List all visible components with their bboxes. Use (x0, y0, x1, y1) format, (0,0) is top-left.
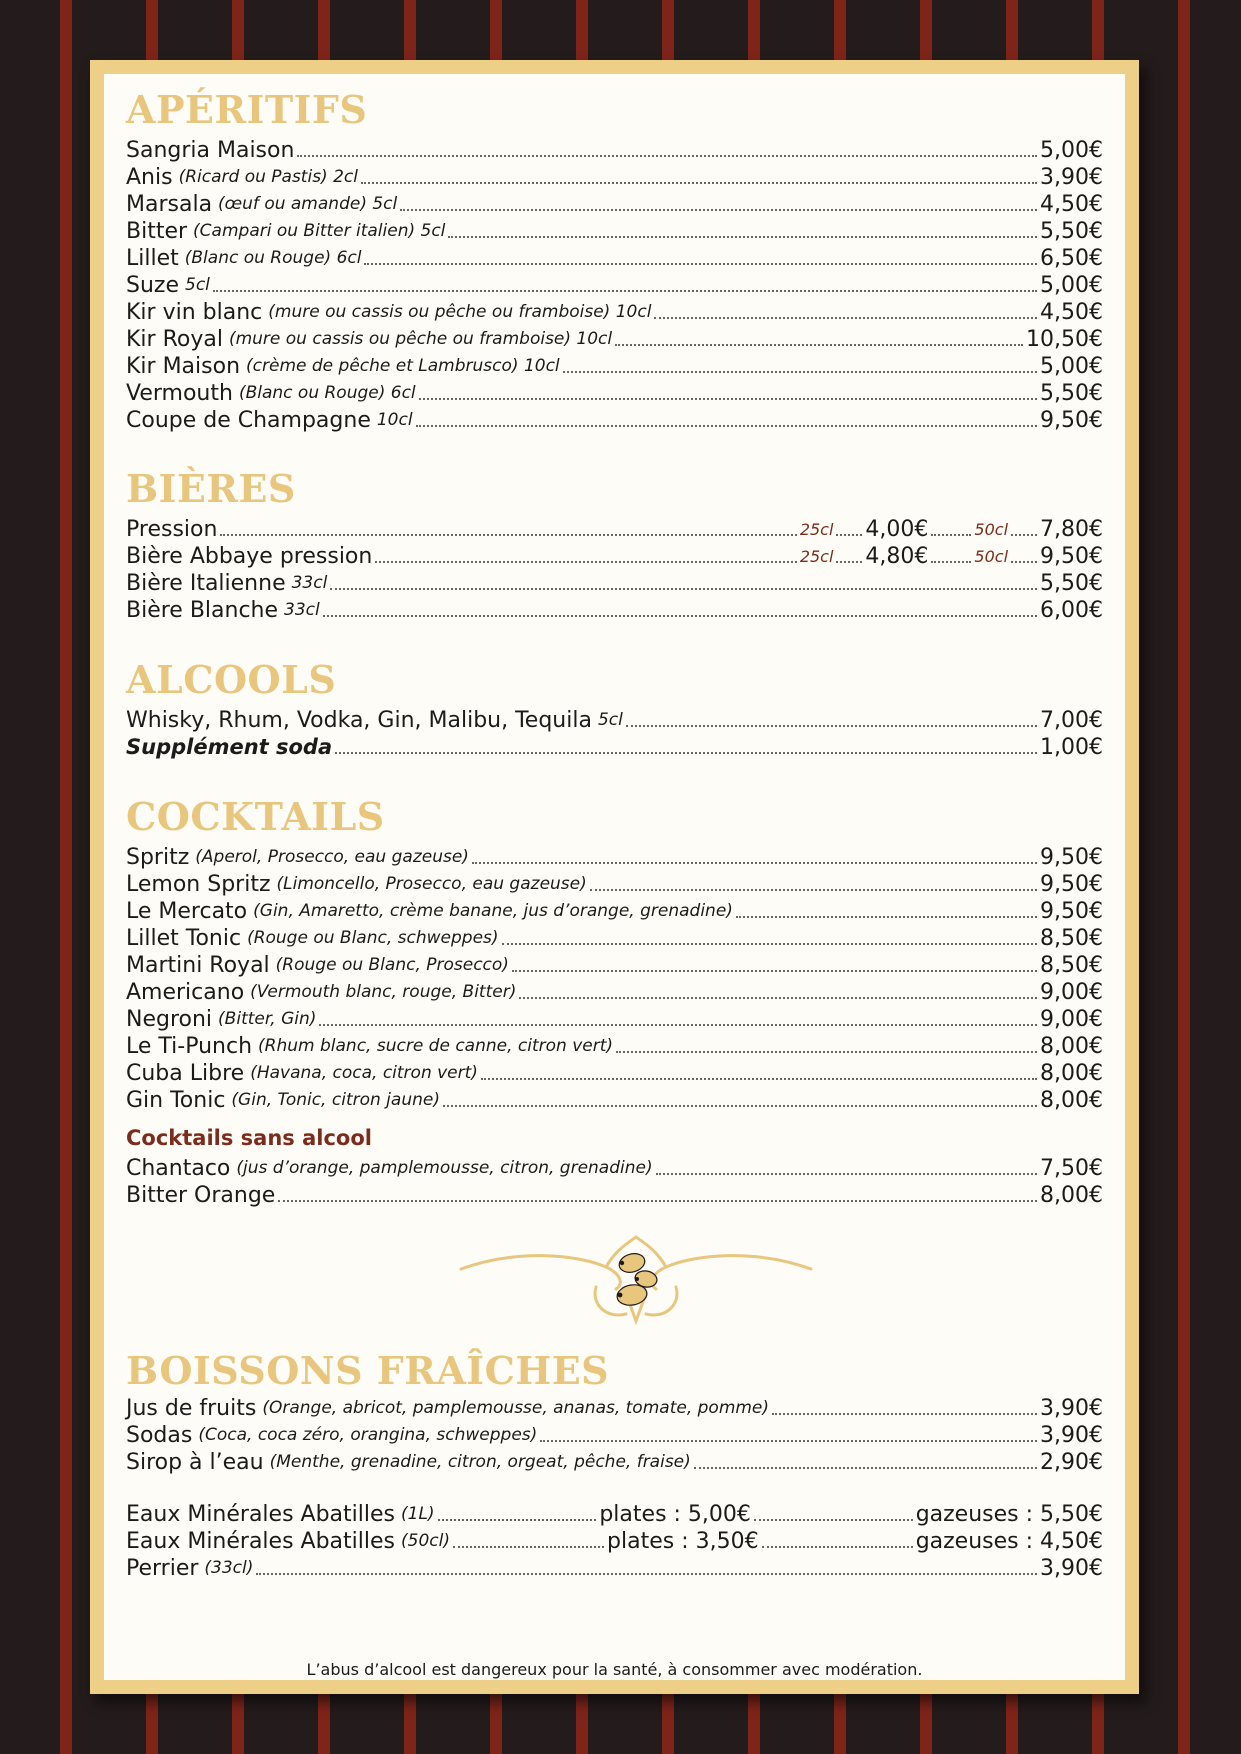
item-price-gazeuses: gazeuses : 4,50€ (915, 1529, 1103, 1554)
item-name: Bière Abbaye pression (126, 544, 373, 569)
item-name: Lillet Tonic (126, 926, 242, 951)
item-price: 10,50€ (1026, 327, 1103, 352)
item-name: Negroni (126, 1007, 213, 1032)
item-desc: (Blanc ou Rouge) 6cl (238, 383, 416, 403)
leader-dots (453, 1546, 604, 1548)
leader-dots (519, 997, 1037, 999)
leader-dots (375, 561, 796, 563)
leader-dots (443, 1105, 1037, 1107)
leader-dots (481, 1078, 1037, 1080)
menu-item-abbaye (126, 543, 1103, 570)
menu-item (126, 191, 1103, 218)
item-price-plates: plates : 5,00€ (599, 1502, 751, 1527)
leader-dots (1011, 534, 1037, 536)
item-price: 6,00€ (1040, 598, 1103, 623)
item-name: Spritz (126, 845, 190, 870)
menu-item (126, 871, 1103, 898)
item-price: 4,80€ (865, 544, 929, 569)
item-price: 5,00€ (1040, 354, 1103, 379)
item-name: Sangria Maison (126, 138, 295, 163)
menu-item (126, 1155, 1103, 1182)
item-price: 9,50€ (1040, 845, 1103, 870)
item-price-gazeuses: gazeuses : 5,50€ (915, 1502, 1103, 1527)
menu-item (126, 570, 1103, 597)
leader-dots (297, 155, 1037, 157)
item-price: 8,00€ (1040, 1034, 1103, 1059)
item-desc: (Rouge ou Blanc, Prosecco) (275, 955, 509, 975)
ornament-flourish (456, 1229, 816, 1329)
item-name: Kir Maison (126, 354, 241, 379)
item-price: 5,50€ (1040, 219, 1103, 244)
item-price: 9,50€ (1040, 872, 1103, 897)
item-price: 3,90€ (1040, 1556, 1103, 1581)
item-desc: (Rhum blanc, sucre de canne, citron vert) (258, 1036, 614, 1056)
menu-item (126, 979, 1103, 1006)
leader-dots (361, 182, 1037, 184)
leader-dots (213, 290, 1037, 292)
leader-dots (448, 236, 1037, 238)
menu-item (126, 272, 1103, 299)
item-size: 25cl (799, 520, 834, 539)
item-name: Pression (126, 517, 218, 542)
leader-dots (654, 317, 1037, 319)
leader-dots (419, 398, 1037, 400)
item-price: 8,00€ (1040, 1088, 1103, 1113)
item-name: Lillet (126, 246, 179, 271)
item-price: 7,80€ (1040, 517, 1103, 542)
section-title-aperitifs: APÉRITIFS (126, 87, 368, 132)
item-price: 4,00€ (865, 517, 929, 542)
item-desc: (jus d’orange, pamplemousse, citron, grenadine) (236, 1158, 653, 1178)
menu-frame (90, 60, 1139, 1694)
menu-item (126, 925, 1103, 952)
item-name: Bitter (126, 219, 188, 244)
leader-dots (626, 725, 1037, 727)
item-name: Sodas (126, 1423, 193, 1448)
menu-item (126, 1422, 1103, 1449)
health-disclaimer: L’abus d’alcool est dangereux pour la santé, à consommer avec modération. (306, 1660, 923, 1679)
item-price: 1,00€ (1040, 735, 1103, 760)
item-price: 9,50€ (1040, 544, 1103, 569)
item-name: Kir Royal (126, 327, 223, 352)
item-price: 6,50€ (1040, 246, 1103, 271)
leader-dots (736, 916, 1037, 918)
item-desc: (Orange, abricot, pamplemousse, ananas, tomate, pomme) (262, 1398, 770, 1418)
leader-dots (772, 1413, 1037, 1415)
item-desc: (Limoncello, Prosecco, eau gazeuse) (276, 874, 587, 894)
item-desc: (Gin, Amaretto, crème banane, jus d’orange, grenadine) (253, 901, 733, 921)
item-size: 50cl (974, 547, 1009, 566)
item-name: Bitter Orange (126, 1183, 276, 1208)
item-desc: 33cl (284, 600, 320, 620)
item-desc: (Aperol, Prosecco, eau gazeuse) (195, 847, 469, 867)
item-desc: (crème de pêche et Lambrusco) 10cl (246, 356, 560, 376)
section-title-alcools: ALCOOLS (126, 657, 337, 702)
item-price: 2,90€ (1040, 1450, 1103, 1475)
leader-dots (754, 1519, 913, 1521)
item-name: Whisky, Rhum, Vodka, Gin, Malibu, Tequila (126, 708, 592, 733)
menu-item (126, 1006, 1103, 1033)
item-size: 25cl (799, 547, 834, 566)
leader-dots (502, 943, 1037, 945)
leader-dots (762, 1546, 913, 1548)
item-desc: 5cl (185, 275, 210, 295)
item-name: Bière Blanche (126, 598, 279, 623)
leader-dots (438, 1519, 597, 1521)
menu-item (126, 707, 1103, 734)
menu-item (126, 1033, 1103, 1060)
menu-item-eau-50cl (126, 1528, 1103, 1555)
menu-item (126, 299, 1103, 326)
item-price: 3,90€ (1040, 1423, 1103, 1448)
item-desc: (50cl) (401, 1531, 450, 1551)
item-price: 5,00€ (1040, 273, 1103, 298)
menu-item-supplement (126, 734, 1103, 761)
item-desc: (Rouge ou Blanc, schweppes) (247, 928, 499, 948)
menu-item (126, 326, 1103, 353)
leader-dots (278, 1200, 1037, 1202)
item-price: 7,00€ (1040, 708, 1103, 733)
leader-dots (400, 209, 1037, 211)
leader-dots (319, 1024, 1037, 1026)
item-name: Coupe de Champagne (126, 408, 371, 433)
item-name: Marsala (126, 192, 213, 217)
item-name: Anis (126, 165, 173, 190)
menu-item (126, 898, 1103, 925)
item-price-plates: plates : 3,50€ (607, 1529, 759, 1554)
item-desc: (Campari ou Bitter italien) 5cl (193, 221, 446, 241)
leader-dots (836, 534, 862, 536)
leader-dots (615, 344, 1023, 346)
leader-dots (512, 970, 1037, 972)
menu-item (126, 1182, 1103, 1209)
item-name: Cuba Libre (126, 1061, 245, 1086)
leader-dots (220, 534, 796, 536)
menu-item (126, 164, 1103, 191)
item-name: Eaux Minérales Abatilles (126, 1502, 395, 1527)
item-name: Le Ti-Punch (126, 1034, 253, 1059)
leader-dots (694, 1467, 1037, 1469)
item-desc: (Menthe, grenadine, citron, orgeat, pêche, fraise) (269, 1452, 691, 1472)
leader-dots (931, 561, 971, 563)
menu-item (126, 245, 1103, 272)
leader-dots (256, 1573, 1037, 1575)
item-price: 3,90€ (1040, 165, 1103, 190)
leader-dots (323, 615, 1037, 617)
item-desc: (Havana, coca, citron vert) (250, 1063, 478, 1083)
item-desc: (Bitter, Gin) (218, 1009, 317, 1029)
item-name: Sirop à l’eau (126, 1450, 264, 1475)
leader-dots (590, 889, 1037, 891)
leader-dots (563, 371, 1037, 373)
item-name: Perrier (126, 1556, 199, 1581)
item-name: Supplément soda (126, 735, 333, 759)
leader-dots (335, 752, 1037, 754)
item-price: 4,50€ (1040, 192, 1103, 217)
item-desc: (œuf ou amande) 5cl (218, 194, 398, 214)
menu-item-pression (126, 516, 1103, 543)
leader-dots (1011, 561, 1037, 563)
item-price: 7,50€ (1040, 1156, 1103, 1181)
menu-item (126, 407, 1103, 434)
leader-dots (330, 588, 1037, 590)
item-name: Martini Royal (126, 953, 270, 978)
section-title-bieres: BIÈRES (126, 466, 296, 511)
menu-item (126, 597, 1103, 624)
menu-item (126, 218, 1103, 245)
item-price: 8,50€ (1040, 926, 1103, 951)
leader-dots (836, 561, 862, 563)
item-price: 9,50€ (1040, 408, 1103, 433)
item-name: Jus de fruits (126, 1396, 257, 1421)
menu-item (126, 952, 1103, 979)
item-price: 5,00€ (1040, 138, 1103, 163)
leader-dots (931, 534, 971, 536)
leader-dots (472, 862, 1037, 864)
item-name: Bière Italienne (126, 571, 286, 596)
item-desc: 10cl (376, 410, 413, 430)
leader-dots (416, 425, 1037, 427)
item-size: 50cl (974, 520, 1009, 539)
item-price: 4,50€ (1040, 300, 1103, 325)
item-desc: 5cl (597, 710, 623, 730)
item-name: Lemon Spritz (126, 872, 271, 897)
menu-paper (104, 74, 1125, 1680)
item-name: Kir vin blanc (126, 300, 263, 325)
menu-item (126, 380, 1103, 407)
item-price: 9,00€ (1040, 980, 1103, 1005)
item-name: Chantaco (126, 1156, 231, 1181)
leader-dots (616, 1051, 1037, 1053)
item-desc: (Blanc ou Rouge) 6cl (184, 248, 362, 268)
item-name: Americano (126, 980, 245, 1005)
leader-dots (656, 1173, 1037, 1175)
item-desc: (33cl) (204, 1558, 254, 1578)
item-desc: (mure ou cassis ou pêche ou framboise) 10cl (228, 329, 613, 349)
item-desc: (mure ou cassis ou pêche ou framboise) 10cl (268, 302, 652, 322)
item-price: 5,50€ (1040, 381, 1103, 406)
menu-item (126, 353, 1103, 380)
item-name: Eaux Minérales Abatilles (126, 1529, 395, 1554)
menu-item (126, 1087, 1103, 1114)
menu-item (126, 137, 1103, 164)
subheading-sans-alcool: Cocktails sans alcool (126, 1126, 372, 1150)
menu-item-perrier (126, 1555, 1103, 1582)
item-desc: (Coca, coca zéro, orangina, schweppes) (198, 1425, 538, 1445)
item-desc: (1L) (401, 1504, 435, 1524)
menu-item (126, 1449, 1103, 1476)
item-price: 9,50€ (1040, 899, 1103, 924)
item-price: 3,90€ (1040, 1396, 1103, 1421)
item-name: Le Mercato (126, 899, 248, 924)
item-price: 8,00€ (1040, 1183, 1103, 1208)
leader-dots (540, 1440, 1037, 1442)
item-price: 9,00€ (1040, 1007, 1103, 1032)
item-desc: (Ricard ou Pastis) 2cl (178, 167, 358, 187)
menu-item (126, 844, 1103, 871)
item-desc: (Vermouth blanc, rouge, Bitter) (250, 982, 517, 1002)
item-price: 5,50€ (1040, 571, 1103, 596)
item-price: 8,50€ (1040, 953, 1103, 978)
item-name: Suze (126, 273, 179, 298)
item-name: Gin Tonic (126, 1088, 226, 1113)
item-desc: (Gin, Tonic, citron jaune) (231, 1090, 440, 1110)
menu-item (126, 1060, 1103, 1087)
menu-item (126, 1395, 1103, 1422)
leader-dots (364, 263, 1037, 265)
section-title-boissons: BOISSONS FRAÎCHES (126, 1348, 610, 1393)
item-price: 8,00€ (1040, 1061, 1103, 1086)
section-title-cocktails: COCKTAILS (126, 794, 385, 839)
menu-item-eau-1l (126, 1501, 1103, 1528)
item-desc: 33cl (291, 573, 328, 593)
item-name: Vermouth (126, 381, 233, 406)
